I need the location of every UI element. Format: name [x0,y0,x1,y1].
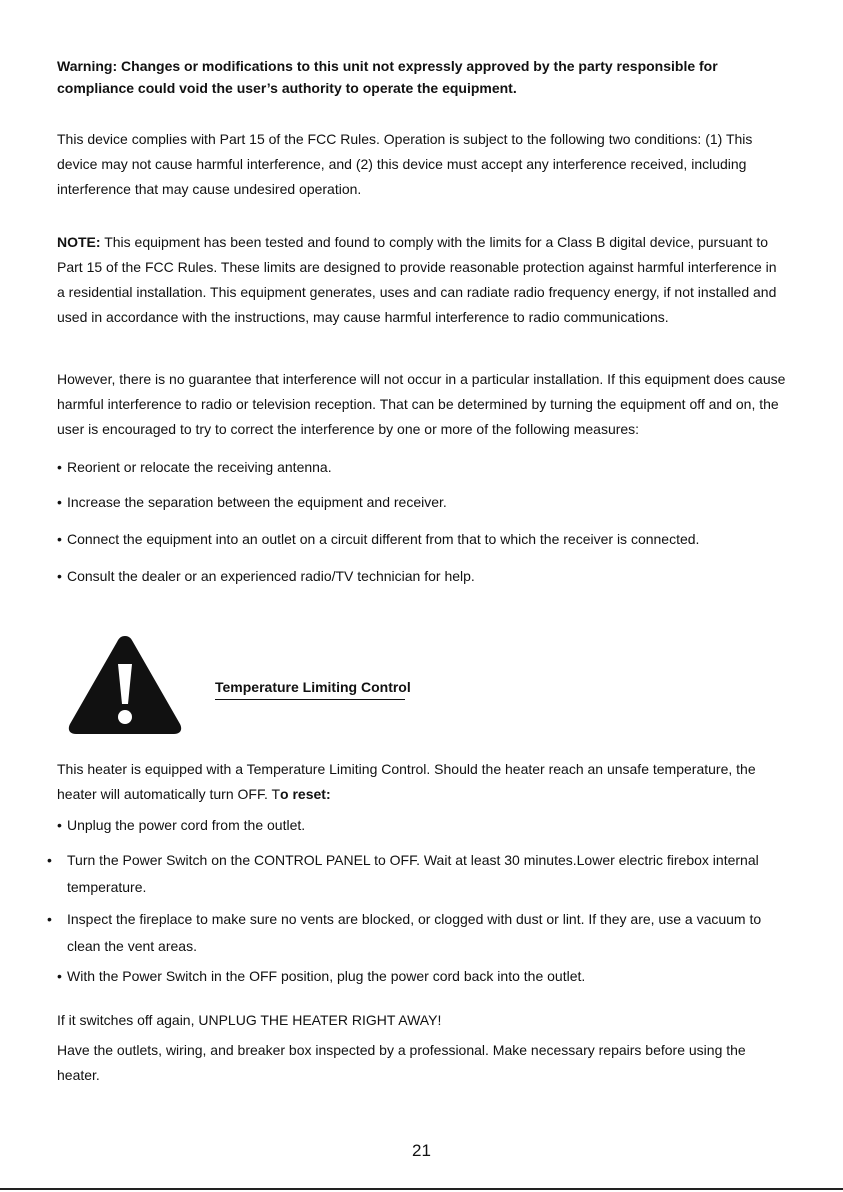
bullet-icon: • [57,459,62,475]
inspection-paragraph: Have the outlets, wiring, and breaker box inspected by a professional. Make necessary repairs before using the heater. [57,1042,746,1083]
bullet-icon: • [57,568,62,584]
bullet-icon: • [57,531,62,547]
warning-statement: Warning: Changes or modifications to this unit not expressly approved by the party responsible for compliance could void the user’s authority to operate the equipment. [57,58,718,96]
note-label: NOTE: [57,234,101,250]
note-text: This equipment has been tested and found to comply with the limits for a Class B digital device, pursuant to Part 15 of the FCC Rules. These limits are designed to provide reasonable protection against harmful interference in a residential installation. This equipment generates, uses and can radiate radio frequency energy, if not installed and used in accordance with the instructions, may cause harmful interference to radio communications. [57,234,777,325]
however-paragraph: However, there is no guarantee that interference will not occur in a particular installation. If this equipment does cause harmful interference to radio or television reception. That can be determined by turning the equipment off and on, the user is encouraged to try to correct the interference by one or more of the following measures: [57,371,786,437]
reset-step: • Unplug the power cord from the outlet. [57,812,787,839]
note-paragraph [57,230,787,330]
bullet-icon: • [57,494,62,510]
measure-item: • Increase the separation between the equipment and receiver. [57,489,787,516]
fcc-compliance-paragraph: This device complies with Part 15 of the FCC Rules. Operation is subject to the following two conditions: (1) This device may not cause harmful interference, and (2) this device must accept any interference received, including interference that may cause undesired operation. [57,131,753,197]
bullet-icon: • [57,968,62,984]
reset-step: • Inspect the fireplace to make sure no vents are blocked, or clogged with dust or lint. If they are, use a vacuum to clean the vent areas. [57,906,797,960]
measure-item: • Reorient or relocate the receiving antenna. [57,454,787,481]
bullet-icon: • [47,911,52,927]
section-heading: Temperature Limiting Control [215,679,405,700]
switch-off-warning: If it switches off again, UNPLUG THE HEATER RIGHT AWAY! [57,1012,442,1028]
measure-item: • Consult the dealer or an experienced radio/TV technician for help. [57,563,787,590]
reset-step: • Turn the Power Switch on the CONTROL PANEL to OFF. Wait at least 30 minutes.Lower electric firebox internal temperature. [57,847,797,901]
reset-step: • With the Power Switch in the OFF position, plug the power cord back into the outlet. [57,963,787,990]
bullet-icon: • [57,817,62,833]
measure-item: • Connect the equipment into an outlet on a circuit different from that to which the receiver is connected. [57,526,787,553]
page-number: 21 [412,1141,431,1160]
tlc-paragraph: This heater is equipped with a Temperature Limiting Control. Should the heater reach an unsafe temperature, the heater will automatically turn OFF. To reset: [57,761,756,802]
bottom-rule [0,1188,843,1190]
bullet-icon: • [47,852,52,868]
warning-triangle-icon [66,630,184,736]
